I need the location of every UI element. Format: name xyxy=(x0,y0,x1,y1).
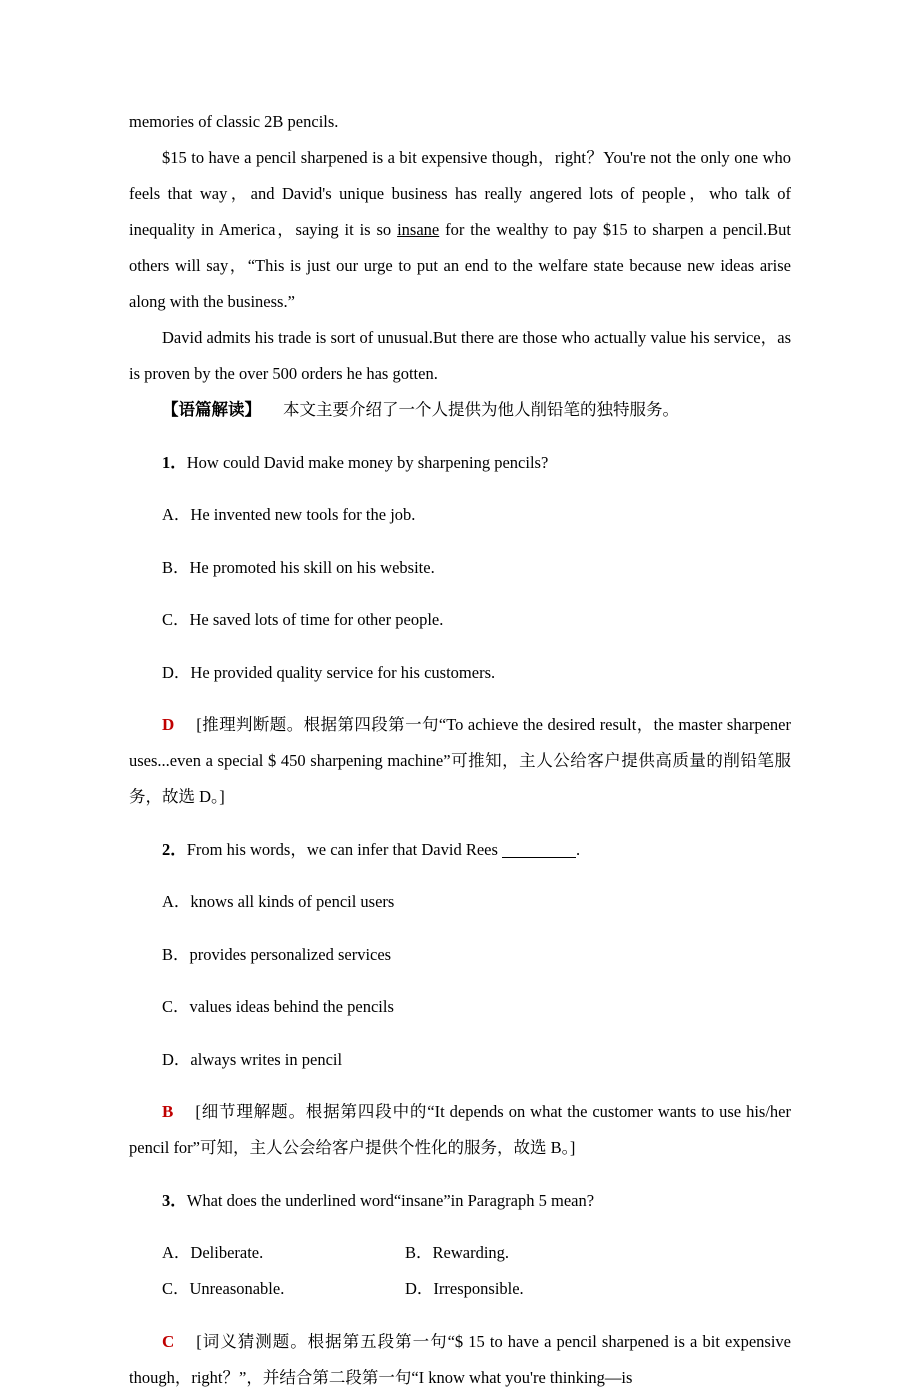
question-1-option-b[interactable] xyxy=(129,550,791,586)
answer-key: B xyxy=(162,1102,174,1121)
paragraph-admits xyxy=(129,320,791,392)
paragraph-text-pre: $15 to have a pencil sharpened is a bit expensive though，right？You're not the only one who feels that way，and David's unique business has really angered lots of people，who talk of inequality in America，saying it is so xyxy=(129,148,791,239)
question-2-explanation xyxy=(129,1094,791,1166)
option-label: D．He provided quality service for his customers. xyxy=(162,662,496,682)
passage-analysis-label: 【语篇解读】 xyxy=(162,400,261,419)
underlined-word-insane: insane xyxy=(397,220,440,239)
option-label: B．provides personalized services xyxy=(162,944,392,964)
question-3-option-b[interactable]: B．Rewarding. xyxy=(405,1243,510,1262)
question-2-option-c[interactable] xyxy=(129,989,791,1025)
explanation-text: [词义猜测题。根据第五段第一句“$ 15 to have a pencil sharpened is a bit expensive though，right？”，并结合第二段第一句“I know what you're thinking—is xyxy=(129,1331,791,1387)
question-3-option-d[interactable]: D．Irresponsible. xyxy=(405,1279,524,1298)
question-text: What does the underlined word“insane”in Paragraph 5 mean? xyxy=(186,1190,595,1210)
paragraph-text-post: for the wealthy to pay $15 to sharpen a pencil.But others will say，“This is just our urge to put an end to the welfare state because new ideas arise along with the business.” xyxy=(129,220,791,311)
answer-key: C xyxy=(162,1331,175,1351)
paragraph-price xyxy=(129,140,791,320)
paragraph-text: David admits his trade is sort of unusual.But there are those who actually value his service，as is proven by the over 500 orders he has gotten. xyxy=(129,328,791,383)
option-label: C．values ideas behind the pencils xyxy=(162,997,394,1016)
explanation-text: [推理判断题。根据第四段第一句“To achieve the desired result，the master sharpener uses...even a special $ 450 sharpening machine”可推知，主人公给客户提供高质量的削铅笔服务，故选 D。] xyxy=(129,715,791,806)
question-3-option-a[interactable]: A．Deliberate. xyxy=(162,1243,264,1262)
question-2-stem xyxy=(129,832,791,868)
question-3-stem xyxy=(129,1183,791,1219)
question-1-option-c[interactable] xyxy=(129,602,791,638)
option-label: C．He saved lots of time for other people. xyxy=(162,610,444,629)
answer-blank xyxy=(502,857,576,858)
answer-key: D xyxy=(162,715,175,734)
question-number: 3． xyxy=(162,1190,187,1210)
question-1-option-a[interactable] xyxy=(129,497,791,533)
question-1-explanation xyxy=(129,707,791,815)
option-label: A．He invented new tools for the job. xyxy=(162,505,416,524)
question-2-option-a[interactable] xyxy=(129,884,791,920)
question-3-option-c[interactable]: C．Unreasonable. xyxy=(162,1279,285,1298)
question-1-option-d[interactable] xyxy=(129,655,791,691)
option-label: D．always writes in pencil xyxy=(162,1049,343,1069)
question-number: 1． xyxy=(162,452,187,472)
passage-analysis xyxy=(129,392,791,428)
question-2-option-b[interactable] xyxy=(129,937,791,973)
question-text: How could David make money by sharpening pencils? xyxy=(186,452,549,472)
option-label: B．He promoted his skill on his website. xyxy=(162,557,435,577)
question-number: 2． xyxy=(162,839,187,859)
passage-analysis-text: 本文主要介绍了一个人提供为他人削铅笔的独特服务。 xyxy=(283,400,679,419)
paragraph-continuation xyxy=(129,104,791,140)
question-text-pre: From his words，we can infer that David Rees xyxy=(186,839,503,859)
question-1-stem xyxy=(129,445,791,481)
explanation-text: [细节理解题。根据第四段中的“It depends on what the customer wants to use his/her pencil for”可知，主人公会给客户提供个性化的服务，故选 B。] xyxy=(129,1102,791,1157)
paragraph-text: memories of classic 2B pencils. xyxy=(129,112,339,131)
question-3-explanation xyxy=(129,1324,791,1396)
option-label: A．knows all kinds of pencil users xyxy=(162,892,395,911)
question-2-option-d[interactable] xyxy=(129,1042,791,1078)
question-text-post: . xyxy=(576,839,581,859)
question-3-options-row-1 xyxy=(129,1235,791,1271)
